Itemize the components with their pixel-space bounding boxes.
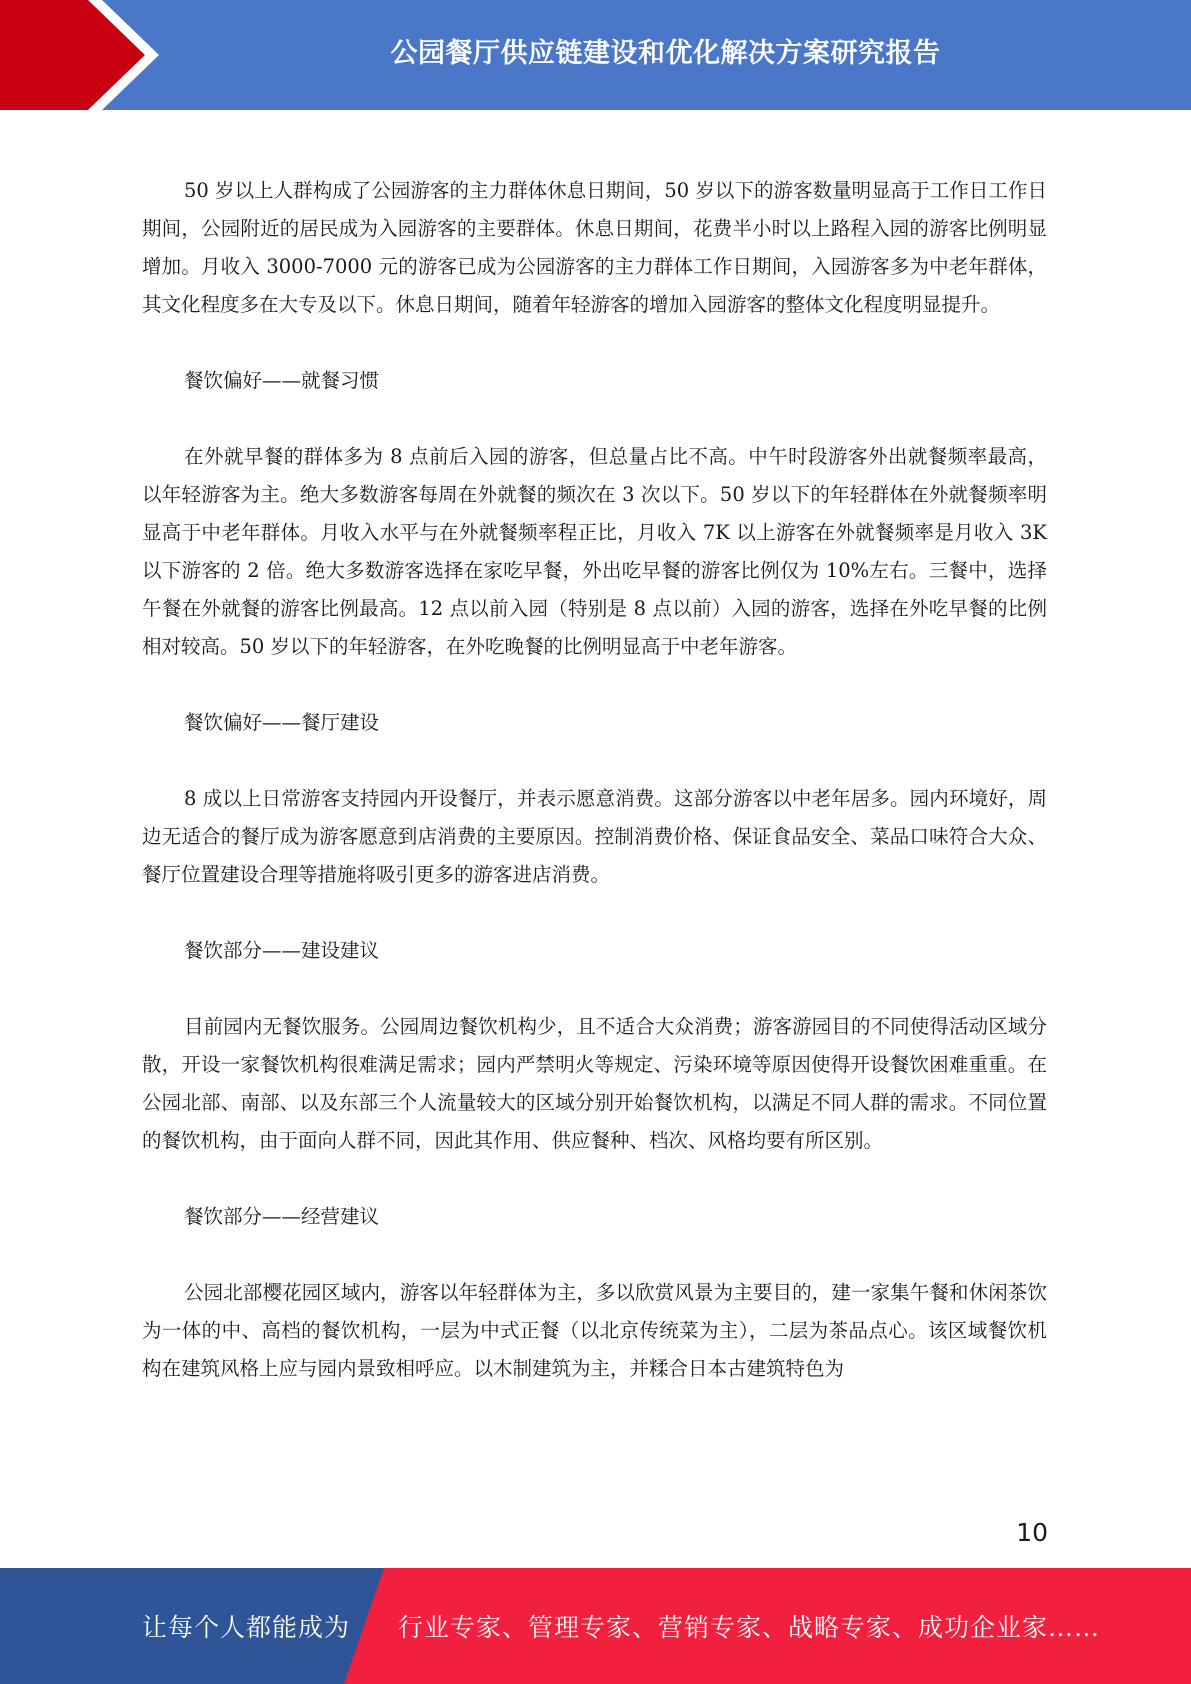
paragraph: 公园北部樱花园区域内，游客以年轻群体为主，多以欣赏风景为主要目的，建一家集午餐和休闲茶饮为一体的中、高档的餐饮机构，一层为中式正餐（以北京传统菜为主），二层为茶品点心。该区域餐饮机构在建筑风格上应与园内景致相呼应。以木制建筑为主，并糅合日本古建筑特色为 bbox=[142, 1281, 1047, 1380]
page-header bbox=[0, 0, 1191, 110]
section-heading: 餐饮偏好——餐厅建设 bbox=[184, 711, 380, 734]
document-body bbox=[142, 172, 1047, 1388]
paragraph: 在外就早餐的群体多为 8 点前后入园的游客，但总量占比不高。中午时段游客外出就餐频率最高，以年轻游客为主。绝大多数游客每周在外就餐的频次在 3 次以下。50 岁以下的年轻群体在外就餐频率明显高于中老年群体。月收入水平与在外就餐频率程正比，月收入 7K 以上游客在外就餐频率是月收入 3K 以下游客的 2 倍。绝大多数游客选择在家吃早餐，外出吃早餐的游客比例仅为 10%左右。三餐中，选择午餐在外就餐的游客比例最高。12 点以前入园（特别是 8 点以前）入园的游客，选择在外吃早餐的比例相对较高。50 岁以下的年轻游客，在外吃晚餐的比例明显高于中老年游客。 bbox=[142, 445, 1047, 658]
page-footer bbox=[0, 1568, 1191, 1684]
paragraph: 8 成以上日常游客支持园内开设餐厅，并表示愿意消费。这部分游客以中老年居多。园内环境好，周边无适合的餐厅成为游客愿意到店消费的主要原因。控制消费价格、保证食品安全、菜品口味符合大众、餐厅位置建设合理等措施将吸引更多的游客进店消费。 bbox=[142, 787, 1047, 886]
footer-slogan-right: 行业专家、管理专家、营销专家、战略专家、成功企业家…… bbox=[398, 1613, 1101, 1642]
section-heading: 餐饮部分——建设建议 bbox=[184, 939, 380, 962]
paragraph: 50 岁以上人群构成了公园游客的主力群体休息日期间，50 岁以下的游客数量明显高于工作日工作日期间，公园附近的居民成为入园游客的主要群体。休息日期间，花费半小时以上路程入园的游客比例明显增加。月收入 3000-7000 元的游客已成为公园游客的主力群体工作日期间，入园游客多为中老年群体，其文化程度多在大专及以下。休息日期间，随着年轻游客的增加入园游客的整体文化程度明显提升。 bbox=[142, 179, 1047, 316]
footer-slogan-left: 让每个人都能成为 bbox=[142, 1613, 351, 1642]
section-heading: 餐饮部分——经营建议 bbox=[184, 1205, 380, 1228]
paragraph: 目前园内无餐饮服务。公园周边餐饮机构少，且不适合大众消费；游客游园目的不同使得活动区域分散，开设一家餐饮机构很难满足需求；园内严禁明火等规定、污染环境等原因使得开设餐饮困难重重。在公园北部、南部、以及东部三个人流量较大的区域分别开始餐饮机构，以满足不同人群的需求。不同位置的餐饮机构，由于面向人群不同，因此其作用、供应餐种、档次、风格均要有所区别。 bbox=[142, 1015, 1047, 1152]
page-number: 10 bbox=[1016, 1518, 1048, 1547]
report-title: 公园餐厅供应链建设和优化解决方案研究报告 bbox=[390, 37, 941, 69]
section-heading: 餐饮偏好——就餐习惯 bbox=[184, 369, 380, 392]
